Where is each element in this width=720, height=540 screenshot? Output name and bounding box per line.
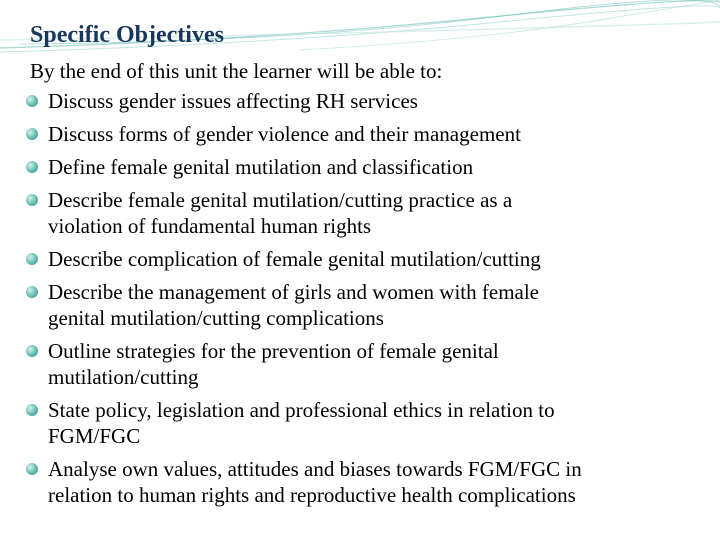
objective-line: Outline strategies for the prevention of female genital bbox=[48, 339, 499, 363]
objective-line: State policy, legislation and professional ethics in relation to bbox=[48, 398, 555, 422]
bullet-icon bbox=[26, 95, 38, 107]
objective-line: violation of fundamental human rights bbox=[48, 214, 372, 238]
objective-line: Describe complication of female genital mutilation/cutting bbox=[48, 247, 541, 271]
bullet-icon bbox=[26, 404, 38, 416]
objective-line: Describe female genital mutilation/cutting practice as a bbox=[48, 188, 513, 212]
bullet-icon bbox=[26, 128, 38, 140]
list-item bbox=[22, 187, 702, 239]
list-item bbox=[22, 397, 702, 449]
list-item bbox=[22, 338, 702, 390]
objective-line: Discuss gender issues affecting RH services bbox=[48, 89, 418, 113]
list-item bbox=[22, 154, 702, 180]
objective-line: mutilation/cutting bbox=[48, 365, 199, 389]
list-item bbox=[22, 246, 702, 272]
slide-title: Specific Objectives bbox=[30, 22, 224, 48]
objective-line: Analyse own values, attitudes and biases towards FGM/FGC in bbox=[48, 457, 582, 481]
list-item bbox=[22, 279, 702, 331]
bullet-icon bbox=[26, 286, 38, 298]
bullet-icon bbox=[26, 345, 38, 357]
objectives-list bbox=[22, 88, 702, 515]
objective-line: Define female genital mutilation and classification bbox=[48, 155, 474, 179]
list-item bbox=[22, 88, 702, 114]
bullet-icon bbox=[26, 463, 38, 475]
list-item bbox=[22, 121, 702, 147]
list-item bbox=[22, 456, 702, 508]
bullet-icon bbox=[26, 194, 38, 206]
bullet-icon bbox=[26, 161, 38, 173]
objective-line: genital mutilation/cutting complications bbox=[48, 306, 384, 330]
bullet-icon bbox=[26, 253, 38, 265]
objective-line: FGM/FGC bbox=[48, 424, 141, 448]
objective-line: relation to human rights and reproductive health complications bbox=[48, 483, 576, 507]
objective-line: Discuss forms of gender violence and their management bbox=[48, 122, 521, 146]
objective-line: Describe the management of girls and women with female bbox=[48, 280, 539, 304]
intro-text: By the end of this unit the learner will be able to: bbox=[30, 59, 443, 83]
